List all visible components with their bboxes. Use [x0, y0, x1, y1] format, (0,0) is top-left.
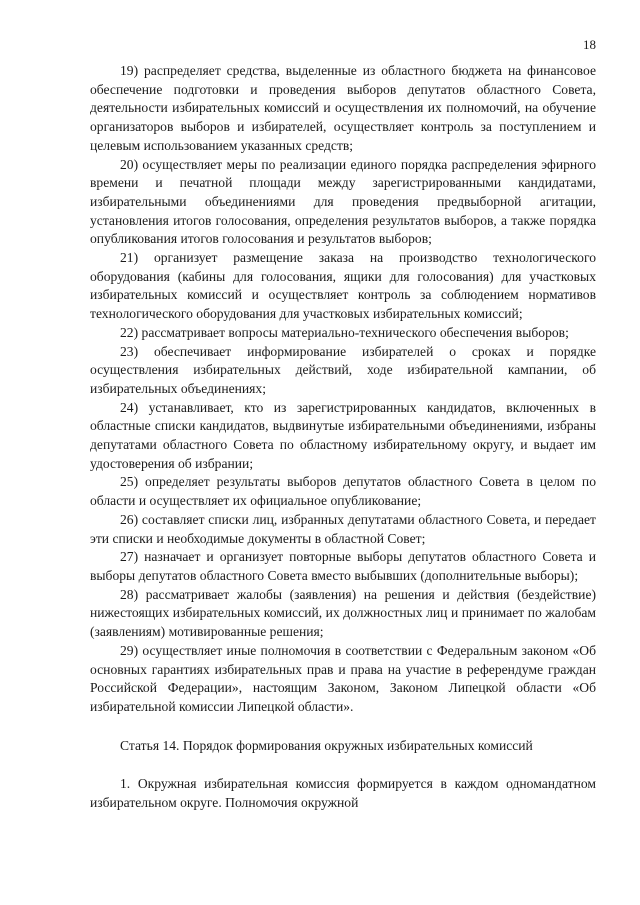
article-heading: Статья 14. Порядок формирования окружных избирательных комиссий: [120, 737, 533, 753]
paragraph-item-23: 23) обеспечивает информирование избирателей о сроках и порядке осуществления избирательных действий, ходе избирательной кампании, об избирательных объединениях;: [90, 343, 596, 396]
paragraph-item-25: 25) определяет результаты выборов депутатов областного Совета в целом по области и осуществляет их официальное опубликование;: [90, 474, 596, 509]
paragraph-item-20: 20) осуществляет меры по реализации единого порядка распределения эфирного времени и печатной площади между зарегистрированными кандидатами, избирательными объединениями для проведения предвыборной агитации, установления итогов голосования, определения результатов выборов, а также порядка опубликования итогов голосования и результатов выборов;: [90, 156, 596, 247]
paragraph-item-24: 24) устанавливает, кто из зарегистрированных кандидатов, включенных в областные списки кандидатов, выдвинутые избирательными объединениями, избраны депутатами областного Совета по областному избирательному округу, и выдает им удостоверения об избрании;: [90, 399, 596, 471]
paragraph-item-29: 29) осуществляет иные полномочия в соответствии с Федеральным законом «Об основных гарантиях избирательных прав и права на участие в референдуме граждан Российской Федерации», настоящим Законом, Законом Липецкой области «Об избирательной комиссии Липецкой области».: [90, 642, 596, 714]
paragraph-item-21: 21) организует размещение заказа на производство технологического оборудования (кабины для голосования, ящики для голосования) для участковых избирательных комиссий и осуществляет контроль за соблюдением нормативов технологического оборудования для участковых избирательных комиссий;: [90, 250, 596, 322]
page-number: 18: [583, 37, 596, 52]
article-paragraph-1: 1. Окружная избирательная комиссия формируется в каждом одномандатном избирательном округе. Полномочия окружной: [90, 776, 596, 811]
document-body: [90, 62, 596, 813]
paragraph-item-28: 28) рассматривает жалобы (заявления) на решения и действия (бездействие) нижестоящих избирательных комиссий, их должностных лиц и принимает по жалобам (заявлениям) мотивированные решения;: [90, 586, 596, 640]
paragraph-item-19: 19) распределяет средства, выделенные из областного бюджета на финансовое обеспечение подготовки и проведения выборов депутатов областного Совета, деятельности избирательных комиссий и осуществления их полномочий, на обучение организаторов выборов и избирателей, осуществляет контроль за поступлением и целевым использованием указанных средств;: [90, 63, 596, 153]
paragraph-item-22: 22) рассматривает вопросы материально-технического обеспечения выборов;: [120, 324, 569, 340]
paragraph-item-27: 27) назначает и организует повторные выборы депутатов областного Совета и выборы депутатов областного Совета вместо выбывших (дополнительные выборы);: [90, 549, 596, 583]
paragraph-item-26: 26) составляет списки лиц, избранных депутатами областного Совета, и передает эти списки и необходимые документы в областной Совет;: [90, 511, 596, 546]
